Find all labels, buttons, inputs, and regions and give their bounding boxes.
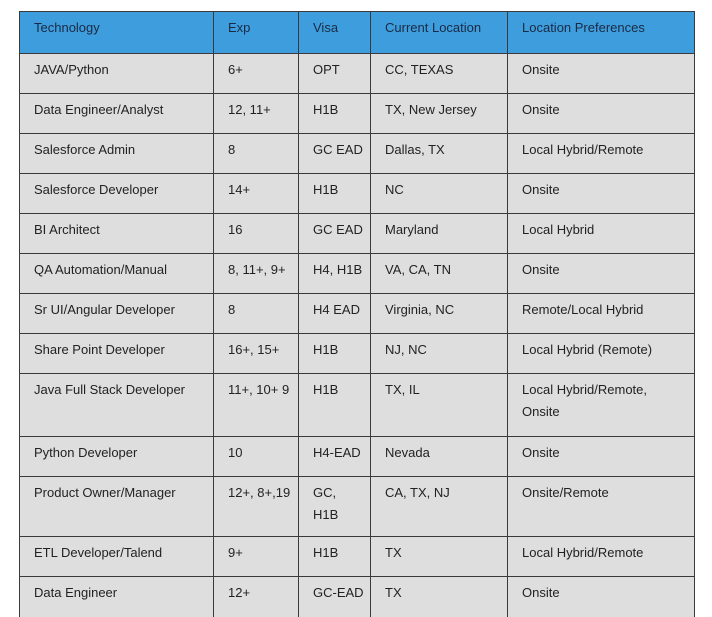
cell-technology: Share Point Developer bbox=[20, 334, 214, 374]
cell-exp: 8 bbox=[214, 134, 299, 174]
cell-current-location: Virginia, NC bbox=[371, 294, 508, 334]
cell-current-location: TX, New Jersey bbox=[371, 94, 508, 134]
cell-visa: GC, H1B bbox=[299, 477, 371, 537]
cell-exp: 10 bbox=[214, 437, 299, 477]
candidate-table bbox=[19, 11, 695, 617]
table-row bbox=[20, 477, 695, 537]
cell-technology: Sr UI/Angular Developer bbox=[20, 294, 214, 334]
cell-current-location: TX bbox=[371, 537, 508, 577]
cell-current-location: CC, TEXAS bbox=[371, 54, 508, 94]
cell-visa: H1B bbox=[299, 334, 371, 374]
cell-visa: H1B bbox=[299, 374, 371, 437]
header-technology: Technology bbox=[20, 12, 214, 54]
table-row bbox=[20, 374, 695, 437]
cell-exp: 6+ bbox=[214, 54, 299, 94]
cell-technology: Data Engineer/Analyst bbox=[20, 94, 214, 134]
cell-location-preferences: Local Hybrid/Remote, Onsite bbox=[508, 374, 695, 437]
cell-technology: Java Full Stack Developer bbox=[20, 374, 214, 437]
cell-exp: 12, 11+ bbox=[214, 94, 299, 134]
table-row bbox=[20, 254, 695, 294]
cell-technology: Salesforce Developer bbox=[20, 174, 214, 214]
cell-exp: 16 bbox=[214, 214, 299, 254]
cell-location-preferences: Onsite bbox=[508, 94, 695, 134]
cell-technology: Salesforce Admin bbox=[20, 134, 214, 174]
cell-visa: H4, H1B bbox=[299, 254, 371, 294]
table-row bbox=[20, 214, 695, 254]
cell-technology: BI Architect bbox=[20, 214, 214, 254]
cell-exp: 8, 11+, 9+ bbox=[214, 254, 299, 294]
table-row bbox=[20, 54, 695, 94]
cell-technology: ETL Developer/Talend bbox=[20, 537, 214, 577]
candidate-table-container bbox=[19, 11, 694, 617]
cell-exp: 9+ bbox=[214, 537, 299, 577]
cell-visa: H1B bbox=[299, 537, 371, 577]
cell-location-preferences: Remote/Local Hybrid bbox=[508, 294, 695, 334]
header-visa: Visa bbox=[299, 12, 371, 54]
cell-technology: Python Developer bbox=[20, 437, 214, 477]
cell-current-location: CA, TX, NJ bbox=[371, 477, 508, 537]
cell-visa: H4-EAD bbox=[299, 437, 371, 477]
cell-visa: GC EAD bbox=[299, 134, 371, 174]
cell-current-location: VA, CA, TN bbox=[371, 254, 508, 294]
table-row bbox=[20, 294, 695, 334]
cell-location-preferences: Local Hybrid/Remote bbox=[508, 134, 695, 174]
cell-location-preferences: Onsite bbox=[508, 254, 695, 294]
cell-location-preferences: Local Hybrid (Remote) bbox=[508, 334, 695, 374]
cell-exp: 12+, 8+,19 bbox=[214, 477, 299, 537]
cell-visa: H4 EAD bbox=[299, 294, 371, 334]
cell-exp: 11+, 10+ 9 bbox=[214, 374, 299, 437]
table-row bbox=[20, 134, 695, 174]
cell-location-preferences: Onsite bbox=[508, 54, 695, 94]
cell-location-preferences: Onsite bbox=[508, 437, 695, 477]
cell-exp: 16+, 15+ bbox=[214, 334, 299, 374]
cell-visa: GC-EAD bbox=[299, 577, 371, 617]
cell-visa: GC EAD bbox=[299, 214, 371, 254]
cell-location-preferences: Local Hybrid/Remote bbox=[508, 537, 695, 577]
table-row bbox=[20, 334, 695, 374]
cell-visa: H1B bbox=[299, 174, 371, 214]
cell-location-preferences: Onsite bbox=[508, 577, 695, 617]
cell-location-preferences: Onsite bbox=[508, 174, 695, 214]
table-row bbox=[20, 537, 695, 577]
cell-current-location: NJ, NC bbox=[371, 334, 508, 374]
cell-current-location: Dallas, TX bbox=[371, 134, 508, 174]
cell-current-location: TX, IL bbox=[371, 374, 508, 437]
cell-current-location: Nevada bbox=[371, 437, 508, 477]
cell-exp: 12+ bbox=[214, 577, 299, 617]
cell-technology: JAVA/Python bbox=[20, 54, 214, 94]
cell-technology: QA Automation/Manual bbox=[20, 254, 214, 294]
table-row bbox=[20, 437, 695, 477]
cell-visa: H1B bbox=[299, 94, 371, 134]
cell-current-location: Maryland bbox=[371, 214, 508, 254]
header-current-location: Current Location bbox=[371, 12, 508, 54]
cell-current-location: TX bbox=[371, 577, 508, 617]
table-header bbox=[20, 12, 695, 54]
cell-current-location: NC bbox=[371, 174, 508, 214]
table-row bbox=[20, 94, 695, 134]
cell-exp: 8 bbox=[214, 294, 299, 334]
table-row bbox=[20, 174, 695, 214]
header-exp: Exp bbox=[214, 12, 299, 54]
cell-technology: Data Engineer bbox=[20, 577, 214, 617]
cell-location-preferences: Onsite/Remote bbox=[508, 477, 695, 537]
header-location-preferences: Location Preferences bbox=[508, 12, 695, 54]
table-body bbox=[20, 54, 695, 617]
header-row bbox=[20, 12, 695, 54]
cell-location-preferences: Local Hybrid bbox=[508, 214, 695, 254]
cell-visa: OPT bbox=[299, 54, 371, 94]
cell-technology: Product Owner/Manager bbox=[20, 477, 214, 537]
cell-exp: 14+ bbox=[214, 174, 299, 214]
